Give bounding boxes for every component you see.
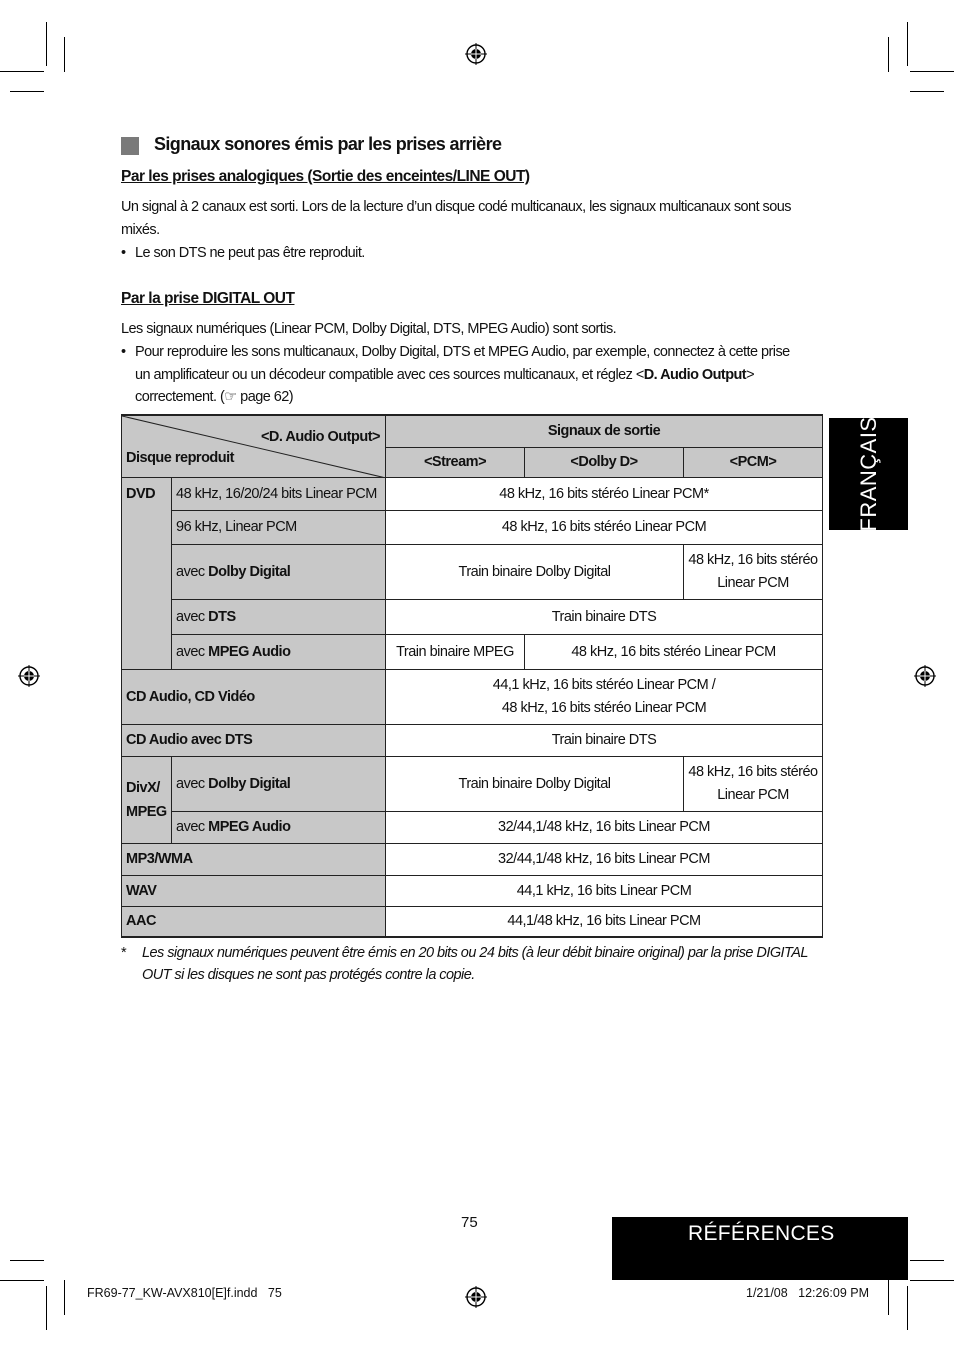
- aac-out: 44,1/48 kHz, 16 bits Linear PCM: [386, 906, 823, 937]
- dvd-mpeg-stream: Train binaire MPEG: [386, 634, 525, 669]
- digital-text: Les signaux numériques (Linear PCM, Dolby Digital, DTS, MPEG Audio) sont sortis.: [121, 321, 617, 337]
- dvd-mpeg-label: avec MPEG Audio: [172, 634, 386, 669]
- divx-dolby-pcm: 48 kHz, 16 bits stéréo Linear PCM: [684, 756, 823, 811]
- row-wav: WAV: [122, 875, 386, 906]
- wav-out: 44,1 kHz, 16 bits Linear PCM: [386, 875, 823, 906]
- dvd-r1-label: 48 kHz, 16/20/24 bits Linear PCM: [172, 477, 386, 510]
- divx-dolby-stream: Train binaire Dolby Digital: [386, 756, 684, 811]
- registration-mark-icon: [465, 43, 487, 65]
- table-corner-header: [122, 415, 386, 477]
- bullet-dot: •: [121, 344, 126, 360]
- digital-bullet-line2: un amplificateur ou un décodeur compatible avec ces sources multicanaux, et réglez <D. Audio Output>: [135, 367, 755, 383]
- row-mp3: MP3/WMA: [122, 843, 386, 875]
- col-pcm: <PCM>: [684, 447, 823, 477]
- language-tab: FRANÇAIS: [829, 418, 908, 530]
- registration-mark-icon: [18, 665, 40, 687]
- registration-mark-icon: [914, 665, 936, 687]
- cd-dts-out: Train binaire DTS: [386, 724, 823, 756]
- header-setting: <D. Audio Output>: [260, 429, 380, 446]
- bullet-dot: •: [121, 245, 126, 261]
- row-divx: DivX/ MPEG: [122, 756, 172, 843]
- dvd-mpeg-pcm: 48 kHz, 16 bits stéréo Linear PCM: [525, 634, 823, 669]
- dvd-r1-out: 48 kHz, 16 bits stéréo Linear PCM*: [386, 477, 823, 510]
- header-output: Signaux de sortie: [386, 415, 823, 447]
- cd-out: 44,1 kHz, 16 bits stéréo Linear PCM / 48 kHz, 16 bits stéréo Linear PCM: [386, 669, 823, 724]
- divx-dolby-label: avec Dolby Digital: [172, 756, 386, 811]
- page-number: 75: [461, 1214, 478, 1231]
- dvd-dolby-stream: Train binaire Dolby Digital: [386, 544, 684, 599]
- section-marker: [121, 137, 139, 155]
- digital-bullet-line1: Pour reproduire les sons multicanaux, Dolby Digital, DTS et MPEG Audio, par exemple, connectez à cette prise: [135, 344, 790, 360]
- output-signals-table: [121, 414, 823, 938]
- digital-bullet-line3: correctement. (☞ page 62): [135, 389, 294, 405]
- divx-mpeg-label: avec MPEG Audio: [172, 811, 386, 843]
- row-cd: CD Audio, CD Vidéo: [122, 669, 386, 724]
- col-dolby: <Dolby D>: [525, 447, 684, 477]
- col-stream: <Stream>: [386, 447, 525, 477]
- footnote-line1: Les signaux numériques peuvent être émis en 20 bits ou 24 bits (à leur débit binaire original) par la prise DIGITAL: [142, 945, 808, 961]
- dvd-r2-label: 96 kHz, Linear PCM: [172, 510, 386, 544]
- registration-mark-icon: [465, 1286, 487, 1308]
- footnote-mark: *: [121, 945, 127, 961]
- footnote-line2: OUT si les disques ne sont pas protégés contre la copie.: [142, 967, 475, 983]
- mp3-out: 32/44,1/48 kHz, 16 bits Linear PCM: [386, 843, 823, 875]
- divx-mpeg-out: 32/44,1/48 kHz, 16 bits Linear PCM: [386, 811, 823, 843]
- analog-heading: Par les prises analogiques (Sortie des enceintes/LINE OUT): [121, 168, 530, 185]
- slug-right: 1/21/08 12:26:09 PM: [746, 1286, 870, 1300]
- dvd-dts-out: Train binaire DTS: [386, 599, 823, 634]
- row-dvd: DVD: [122, 477, 172, 669]
- dvd-r2-out: 48 kHz, 16 bits stéréo Linear PCM: [386, 510, 823, 544]
- row-cd-dts: CD Audio avec DTS: [122, 724, 386, 756]
- dvd-dts-label: avec DTS: [172, 599, 386, 634]
- analog-text-line1: Un signal à 2 canaux est sorti. Lors de la lecture d’un disque codé multicanaux, les signaux multicanaux sont sous: [121, 199, 791, 215]
- dvd-dolby-pcm: 48 kHz, 16 bits stéréo Linear PCM: [684, 544, 823, 599]
- analog-text-line2: mixés.: [121, 222, 160, 238]
- analog-bullet: Le son DTS ne peut pas être reproduit.: [135, 245, 365, 261]
- section-title: Signaux sonores émis par les prises arrière: [154, 134, 502, 154]
- header-disc: Disque reproduit: [126, 450, 235, 467]
- row-aac: AAC: [122, 906, 386, 937]
- slug-left: FR69-77_KW-AVX810[E]f.indd 75: [87, 1286, 282, 1300]
- digital-heading: Par la prise DIGITAL OUT: [121, 290, 295, 307]
- dvd-dolby-label: avec Dolby Digital: [172, 544, 386, 599]
- section-tab: RÉFÉRENCES: [612, 1217, 908, 1280]
